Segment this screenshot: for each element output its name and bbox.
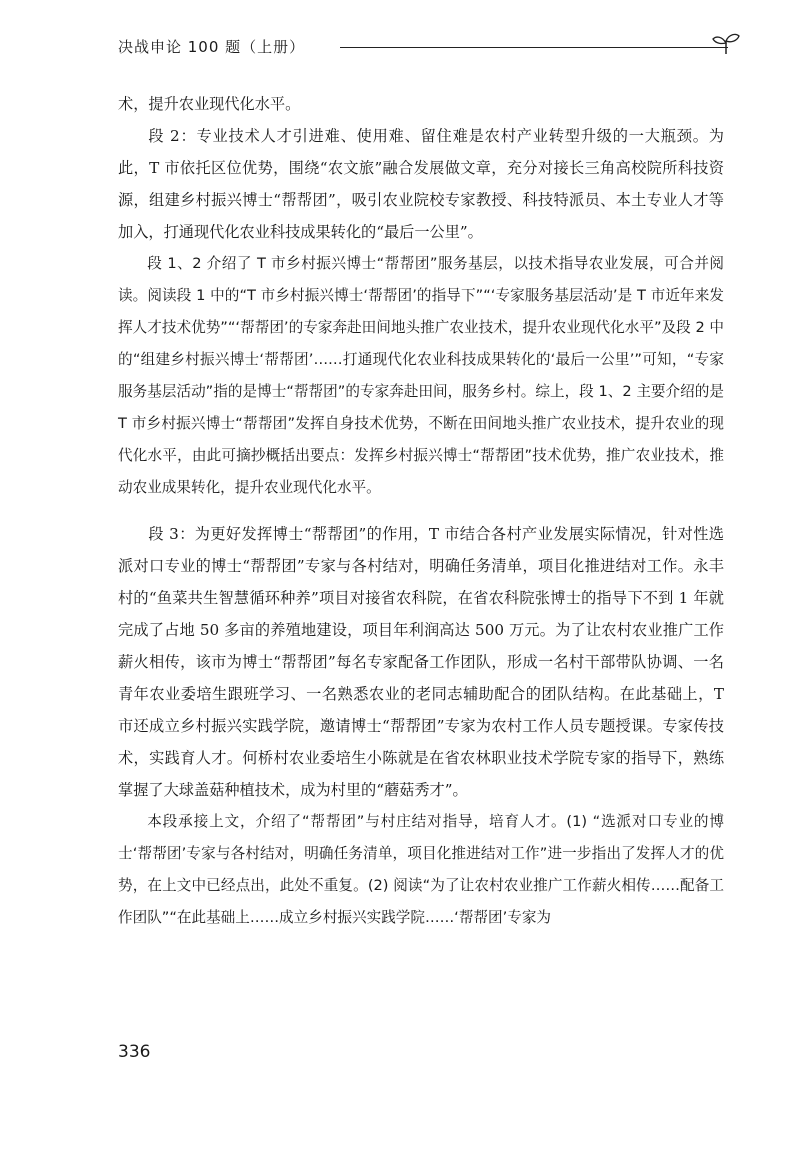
analysis-paragraph-3: 本段承接上文，介绍了“帮帮团”与村庄结对指导，培育人才。(1) “选派对口专业的博士‘帮帮团’专家与各村结对，明确任务清单，项目化推进结对工作”进一步指出了发挥人才的优势，在上文中已经点出，此处不重复。(2) 阅读“为了让农村农业推广工作薪火相传……配备工作团队”“在此基础上……成立乡村振兴实践学院……‘帮帮团’专家为 (118, 813, 724, 926)
source-paragraph-continued: 术，提升农业现代化水平。 (118, 95, 301, 113)
paragraph-gap (118, 504, 724, 518)
header-title: 决战申论 100 题（上册） (118, 38, 306, 56)
analysis-paragraph-1-2: 段 1、2 介绍了 T 市乡村振兴博士“帮帮团”服务基层，以技术指导农业发展，可合并阅读。阅读段 1 中的“T 市乡村振兴博士‘帮帮团’的指导下”“‘专家服务基层活动’是 T 市近年来发挥人才技术优势”“‘帮帮团’的专家奔赴田间地头推广农业技术，提升农业现代化水平”及段 2 中的“组建乡村振兴博士‘帮帮团’……打通现代化农业科技成果转化的‘最后一公里’”可知，“专家服务基层活动”指的是博士“帮帮团”的专家奔赴田间，服务乡村。综上，段 1、2 主要介绍的是 T 市乡村振兴博士“帮帮团”发挥自身技术优势，不断在田间地头推广农业技术，提升农业的现代化水平，由此可摘抄概括出要点：发挥乡村振兴博士“帮帮团”技术优势，推广农业技术，推动农业成果转化，提升农业现代化水平。 (118, 255, 724, 496)
source-paragraph-3: 段 3：为更好发挥博士“帮帮团”的作用，T 市结合各村产业发展实际情况，针对性选派对口专业的博士“帮帮团”专家与各村结对，明确任务清单，项目化推进结对工作。永丰村的“鱼菜共生智慧循环种养”项目对接省农科院，在省农科院张博士的指导下不到 1 年就完成了占地 50 多亩的养殖地建设，项目年利润高达 500 万元。为了让农村农业推广工作薪火相传，该市为博士“帮帮团”每名专家配备工作团队，形成一名村干部带队协调、一名青年农业委培生跟班学习、一名熟悉农业的老同志辅助配合的团队结构。在此基础上，T 市还成立乡村振兴实践学院，邀请博士“帮帮团”专家为农村工作人员专题授课。专家传技术，实践育人才。何桥村农业委培生小陈就是在省农林职业技术学院专家的指导下，熟练掌握了大球盖菇种植技术，成为村里的“蘑菇秀才”。 (118, 525, 724, 799)
running-header (118, 34, 748, 62)
sprout-icon (710, 32, 742, 56)
page-body (118, 88, 724, 934)
header-rule (340, 47, 728, 48)
page-number: 336 (118, 1042, 151, 1062)
source-paragraph-2: 段 2：专业技术人才引进难、使用难、留住难是农村产业转型升级的一大瓶颈。为此，T 市依托区位优势，围绕“农文旅”融合发展做文章，充分对接长三角高校院所科技资源，组建乡村振兴博士“帮帮团”，吸引农业院校专家教授、科技特派员、本土专业人才等加入，打通现代化农业科技成果转化的“最后一公里”。 (118, 127, 724, 241)
